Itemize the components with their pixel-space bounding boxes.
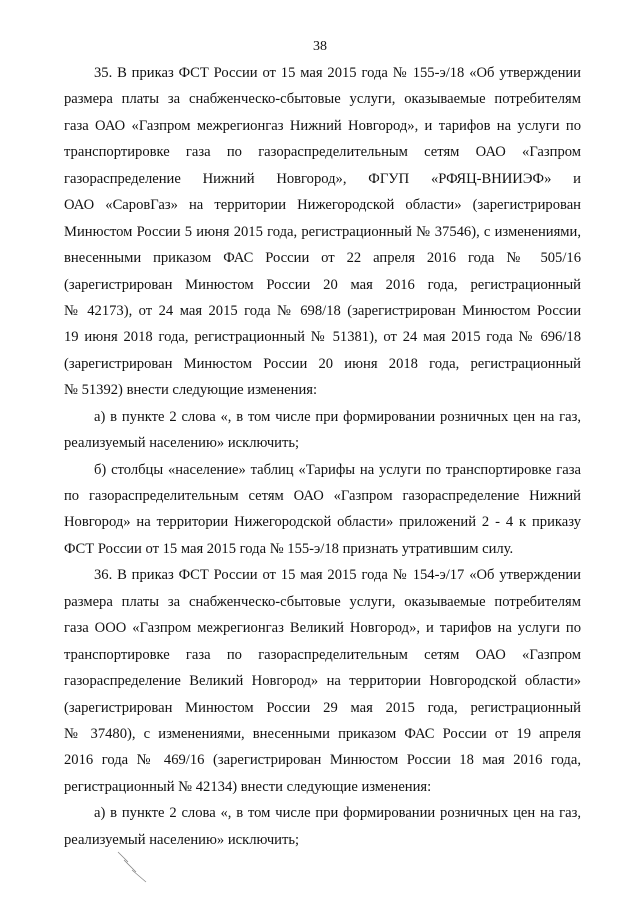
text-line: ОАО «СаровГаз» на территории Нижегородской области» (зарегистрирован xyxy=(64,197,581,214)
text-line: размера платы за снабженческо-сбытовые услуги, оказываемые потребителям xyxy=(64,91,581,108)
text-line: газа ОАО «Газпром межрегионгаз Нижний Новгород», и тарифов на услуги по xyxy=(64,117,581,134)
text-line: газораспределение Великий Новгород» на территории Новгородской области» xyxy=(64,673,581,690)
text-line: регистрационный № 42134) внести следующие изменения: xyxy=(64,778,432,795)
document-body xyxy=(64,60,581,853)
text-line: б) столбцы «население» таблиц «Тарифы на услуги по транспортировке газа xyxy=(94,461,581,478)
text-line: (зарегистрирован Минюстом России 20 июня 2018 года, регистрационный xyxy=(64,355,581,372)
text-line: реализуемый населению» исключить; xyxy=(64,831,300,848)
text-line: газа ООО «Газпром межрегионгаз Великий Новгород», и тарифов на услуги по xyxy=(64,620,581,637)
text-line: а) в пункте 2 слова «, в том числе при формировании розничных цен на газ, xyxy=(94,408,581,425)
text-line: 35. В приказ ФСТ России от 15 мая 2015 года № 155-э/18 «Об утверждении xyxy=(94,65,581,81)
text-line: Минюстом России 5 июня 2015 года, регистрационный № 37546), с изменениями, xyxy=(64,223,581,240)
page-number: 38 xyxy=(313,39,327,54)
text-line: по газораспределительным сетям ОАО «Газпром газораспределение Нижний xyxy=(64,488,581,504)
text-line: внесенными приказом ФАС России от 22 апреля 2016 года № 505/16 xyxy=(64,250,581,267)
text-line: № 42173), от 24 мая 2015 года № 698/18 (зарегистрирован Минюстом России xyxy=(64,302,581,319)
text-line: газораспределение Нижний Новгород», ФГУП «РФЯЦ-ВНИИЭФ» и xyxy=(64,170,581,187)
pen-mark xyxy=(114,848,154,888)
text-line: 36. В приказ ФСТ России от 15 мая 2015 года № 154-э/17 «Об утверждении xyxy=(94,567,581,584)
text-line: ФСТ России от 15 мая 2015 года № 155-э/18 признать утратившим силу. xyxy=(64,540,514,557)
text-line: № 51392) внести следующие изменения: xyxy=(64,382,318,399)
text-line: (зарегистрирован Минюстом России 20 мая 2016 года, регистрационный xyxy=(64,276,581,293)
text-line: Новгород» на территории Нижегородской области» приложений 2 - 4 к приказу xyxy=(64,514,581,531)
text-line: реализуемый населению» исключить; xyxy=(64,435,300,452)
text-line: (зарегистрирован Минюстом России 29 мая 2015 года, регистрационный xyxy=(64,699,581,716)
text-line: транспортировке газа по газораспределительным сетям ОАО «Газпром xyxy=(64,646,581,663)
text-line: транспортировке газа по газораспределительным сетям ОАО «Газпром xyxy=(64,144,581,161)
text-line: а) в пункте 2 слова «, в том числе при формировании розничных цен на газ, xyxy=(94,805,581,822)
text-line: № 37480), с изменениями, внесенными приказом ФАС России от 19 апреля xyxy=(64,725,581,742)
text-line: 19 июня 2018 года, регистрационный № 51381), от 24 мая 2015 года № 696/18 xyxy=(64,329,581,346)
text-line: 2016 года № 469/16 (зарегистрирован Минюстом России 18 мая 2016 года, xyxy=(64,752,581,769)
text-line: размера платы за снабженческо-сбытовые услуги, оказываемые потребителям xyxy=(64,593,581,610)
